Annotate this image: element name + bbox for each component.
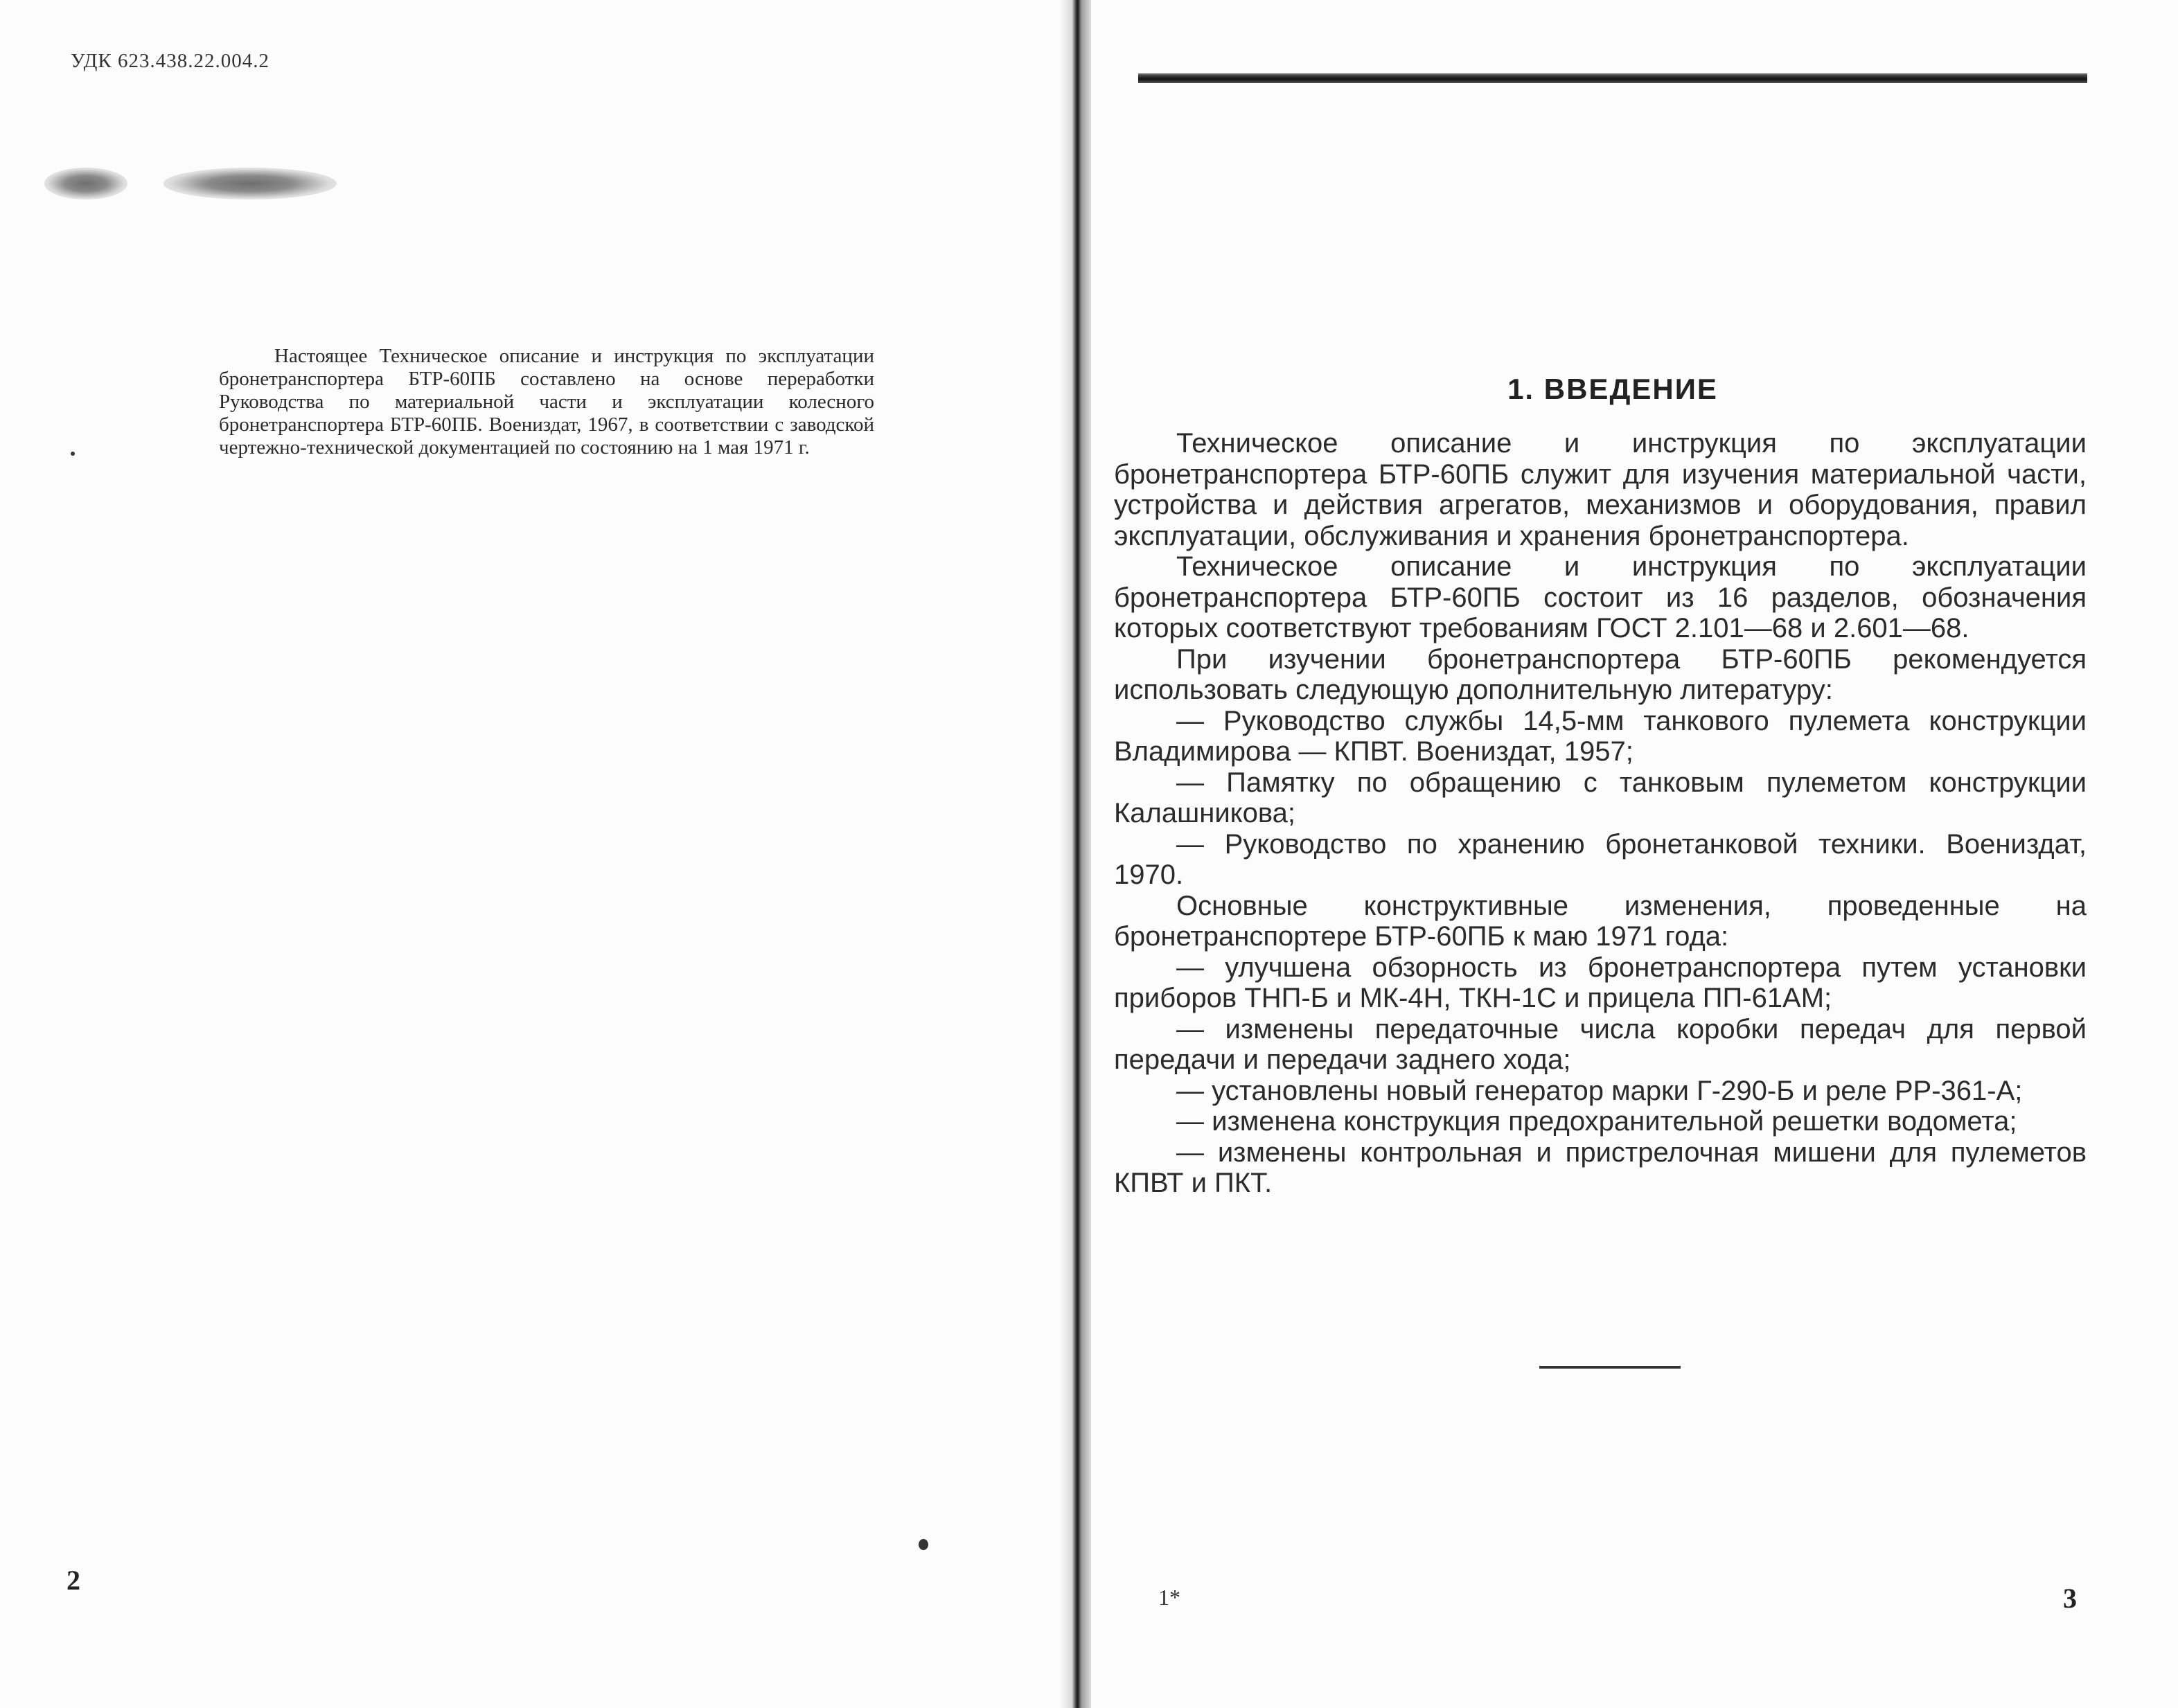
- ink-smudge: [44, 168, 127, 199]
- list-item: — изменены передаточные числа коробки передач для первой передачи и передачи заднего хода;: [1114, 1013, 2087, 1075]
- list-item: — изменена конструкция предохранительной решетки водомета;: [1176, 1106, 2017, 1137]
- edition-note: Настоящее Техническое описание и инструкция по эксплуатации бронетранспортера БТР-60ПБ составлено на основе переработки Руководства по материальной части и эксплуатации колесного бронетранспортера БТР-60ПБ. Воениздат, 1967, в соответствии с заводской чертежно-технической документацией по состоянию на 1 мая 1971 г.: [219, 345, 874, 459]
- paragraph: Основные конструктивные изменения, проведенные на бронетранспортере БТР-60ПБ к маю 1971 года:: [1114, 890, 2087, 952]
- left-page: [0, 0, 1070, 1708]
- list-item: — Руководство по хранению бронетанковой техники. Воениздат, 1970.: [1114, 828, 2087, 890]
- section-end-rule: [1539, 1366, 1681, 1369]
- book-gutter: [1060, 0, 1095, 1708]
- paragraph: При изучении бронетранспортера БТР-60ПБ рекомендуется использовать следующую дополнительную литературу:: [1114, 643, 2087, 705]
- paragraph: Техническое описание и инструкция по эксплуатации бронетранспортера БТР-60ПБ служит для изучения материальной части, устройства и действия агрегатов, механизмов и оборудования, правил эксплуатации, обслуживания и хранения бронетранспортера.: [1114, 428, 2087, 551]
- list-item: — Руководство службы 14,5-мм танкового пулемета конструкции Владимирова — КПВТ. Воениздат, 1957;: [1114, 705, 2087, 767]
- udc-code: УДК 623.438.22.004.2: [71, 50, 269, 72]
- list-item: — Памятку по обращению с танковым пулеметом конструкции Калашникова;: [1114, 767, 2087, 828]
- paper-speck: [71, 452, 75, 456]
- page-number-left: 2: [67, 1565, 80, 1596]
- ink-smudge: [163, 168, 337, 199]
- list-item: — установлены новый генератор марки Г-290-Б и реле РР-361-А;: [1176, 1075, 2023, 1106]
- introduction-body: [1114, 428, 2087, 1199]
- paragraph: Техническое описание и инструкция по эксплуатации бронетранспортера БТР-60ПБ состоит из 16 разделов, обозначения которых соответствуют требованиям ГОСТ 2.101—68 и 2.601—68.: [1114, 551, 2087, 643]
- list-item: — улучшена обзорность из бронетранспортера путем установки приборов ТНП-Б и МК-4Н, ТКН-1С и прицела ПП-61АМ;: [1114, 952, 2087, 1013]
- signature-mark: 1*: [1158, 1585, 1180, 1610]
- section-title: 1. ВВЕДЕНИЕ: [1507, 373, 1718, 405]
- list-item: — изменены контрольная и пристрелочная мишени для пулеметов КПВТ и ПКТ.: [1114, 1137, 2087, 1198]
- paper-speck: [919, 1539, 928, 1550]
- header-rule: [1138, 73, 2087, 83]
- page-number-right: 3: [2063, 1583, 2077, 1614]
